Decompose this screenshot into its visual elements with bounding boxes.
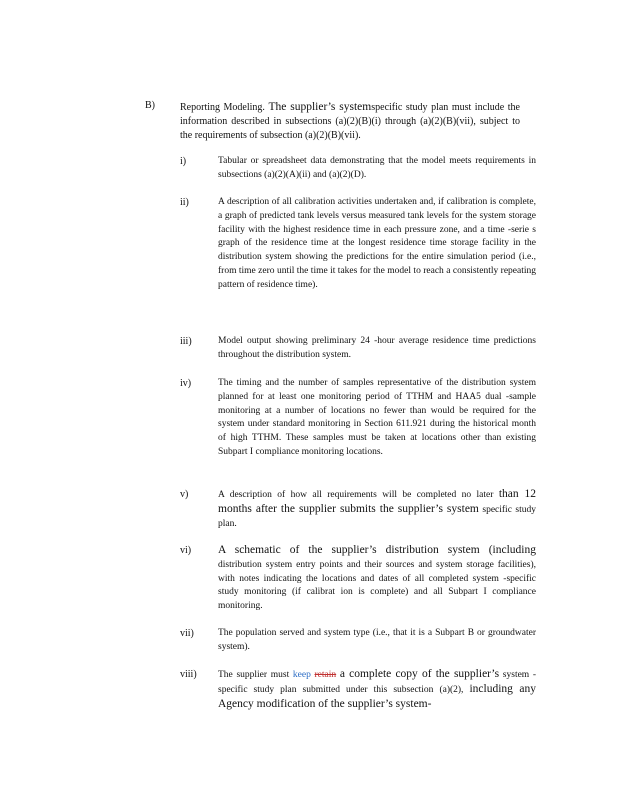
item-text-part: a complete copy of the supplier’s xyxy=(339,668,500,680)
item-number: v) xyxy=(180,489,189,500)
item-text: Model output showing preliminary 24 -hour average residence time predictions throughout the distribution system. xyxy=(218,336,536,360)
item-number: ii) xyxy=(180,197,189,208)
item-text-part: specific study plan. xyxy=(218,504,536,529)
deleted-text: retain xyxy=(314,670,337,680)
item-text-part: including any Agency modification of the supplier’s system- xyxy=(218,682,537,710)
item-text-part: than 12 months after the supplier submits the supplier’s system xyxy=(218,488,536,515)
item-text-part: distribution system entry points and their sources and system storage facilities), with notes indicating the locations and dates of all completed system -specific study monitoring (if calibrat ion is complete) and all Subpart I compliance monitoring. xyxy=(218,559,536,612)
section-intro xyxy=(180,100,520,143)
item-text: A description of all calibration activities undertaken and, if calibration is complete, a graph of predicted tank levels versus measured tank levels for the system storage facility with the highest residence time in each pressure zone, and a time -serie s graph of the residence time at the longest residence time storage facility in the distribution system showing the predictions for the entire simulation period (i.e., from time zero until the time it takes for the model to reach a consistently repeating pattern of residence time). xyxy=(218,197,536,290)
section-heading: Reporting Modeling. xyxy=(180,102,265,113)
item-text xyxy=(218,488,536,531)
item-text: The timing and the number of samples representative of the distribution system planned for at least one monitoring period of TTHM and HAA5 dual -sample monitoring at a number of locations no fewer than would be required for the system under standard monitoring in Section 611.921 during the historical month of high TTHM. These samples must be taken at locations other than existing Subpart I compliance monitoring locations. xyxy=(218,378,536,457)
item-text-part: A schematic of the supplier’s distribution system (including xyxy=(218,544,536,556)
inserted-text: keep xyxy=(292,670,311,680)
item-number: iii) xyxy=(180,336,192,347)
item-text xyxy=(218,668,536,712)
item-text-part: The supplier must xyxy=(218,670,290,680)
item-number: vii) xyxy=(180,628,194,639)
section-label: B) xyxy=(145,100,155,111)
item-text-part: A description of how all requirements will be completed no later xyxy=(218,490,494,500)
section-lead: The supplier’s system xyxy=(268,101,372,113)
item-number: vi) xyxy=(180,545,192,556)
item-number: viii) xyxy=(180,669,197,680)
item-number: i) xyxy=(180,156,187,167)
section-text: specific study plan must include the information described in subsections (a)(2)(B)(i) through (a)(2)(B)(vii), subject to the requirements of subsection (a)(2)(B)(vii). xyxy=(180,102,520,141)
item-text-part: system -specific study plan submitted under this subsection (a)(2), xyxy=(218,670,537,695)
item-number: iv) xyxy=(180,378,192,389)
item-text xyxy=(218,544,536,614)
item-text: The population served and system type (i.e., that it is a Subpart B or groundwater system). xyxy=(218,628,536,652)
item-text: Tabular or spreadsheet data demonstrating that the model meets requirements in subsections (a)(2)(A)(ii) and (a)(2)(D). xyxy=(218,156,536,180)
